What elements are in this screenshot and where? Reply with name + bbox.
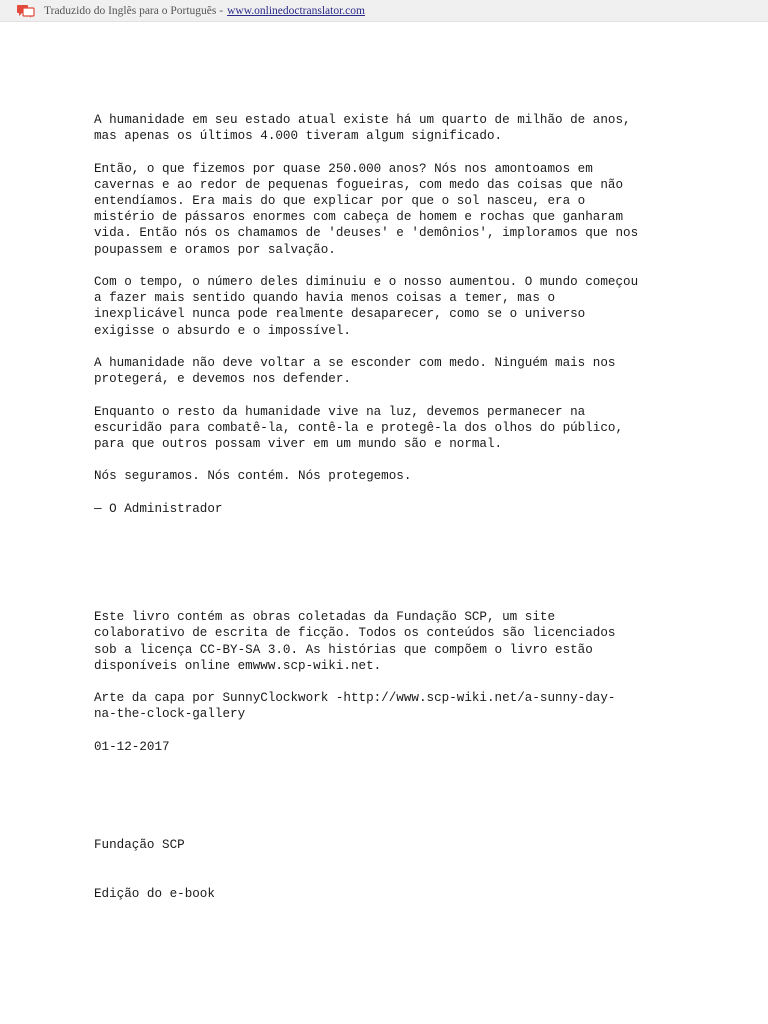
preface-paragraph-3: Com o tempo, o número deles diminuiu e o nosso aumentou. O mundo começou a fazer mais sentido quando havia menos coisas a temer, mas o inexplicável nunca pode realmente desaparecer, como se o universo exigisse o absurdo e o impossível. [94,275,639,338]
publisher-name: Fundação SCP [94,838,185,853]
spacer [94,771,694,837]
preface-paragraph-5: Enquanto o resto da humanidade vive na luz, devemos permanecer na escuridão para combatê-la, contê-la e protegê-la dos olhos do público, para que outros possam viver em um mundo são e normal. [94,404,624,451]
edition-label: Edição do e-book [94,886,215,901]
document-page [94,112,694,918]
spacer [94,533,694,609]
translator-link[interactable]: www.onlinedoctranslator.com [227,4,365,17]
preface-paragraph-4: A humanidade não deve voltar a se esconder com medo. Ninguém mais nos protegerá, e devemos nos defender. [94,356,616,387]
preface-paragraph-6: Nós seguramos. Nós contém. Nós protegemos. [94,469,412,484]
preface-paragraph-2: Então, o que fizemos por quase 250.000 anos? Nós nos amontoamos em cavernas e ao redor de pequenas fogueiras, com medo das coisas que não entendíamos. Era mais do que explicar por que o sol nasceu, era o mistério de pássaros enormes com cabeça de homem e rochas que ganharam vida. Então nós os chamamos de 'deuses' e 'demônios', imploramos que nos poupassem e oramos por salvação. [94,161,639,257]
translation-banner [0,0,768,22]
preface-paragraph-1: A humanidade em seu estado atual existe há um quarto de milhão de anos, mas apenas os últimos 4.000 tiveram algum significado. [94,113,631,144]
spacer [94,870,694,886]
cover-art-credit: Arte da capa por SunnyClockwork -http://www.scp-wiki.net/a-sunny-day- na-the-clock-gallery [94,691,616,722]
colophon-section [94,609,694,755]
publication-date: 01-12-2017 [94,739,170,754]
translate-icon [16,4,36,18]
banner-text: Traduzido do Inglês para o Português - [44,4,224,17]
signature: — O Administrador [94,501,223,516]
preface-section [94,112,694,517]
license-notice: Este livro contém as obras coletadas da Fundação SCP, um site colaborativo de escrita de ficção. Todos os conteúdos são licenciados sob a licença CC-BY-SA 3.0. As histórias que compõem o livro estão disponíveis online emwww.scp-wiki.net. [94,610,616,673]
